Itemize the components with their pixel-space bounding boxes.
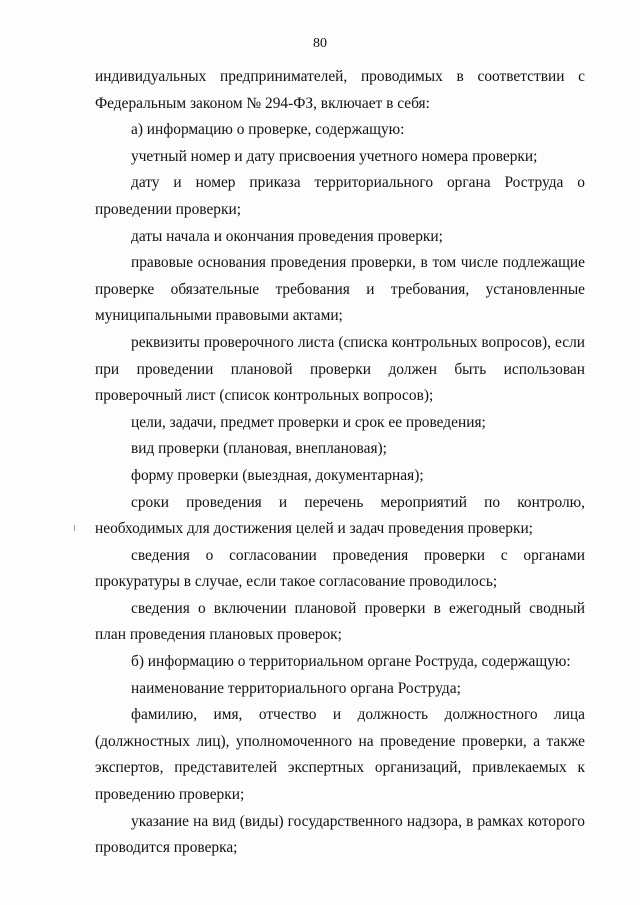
paragraph: индивидуальных предпринимателей, проводимых в соответствии с Федеральным законом № 294-ФЗ, включает в себя:: [95, 68, 585, 112]
paragraph: наименование территориального органа Роструда;: [131, 679, 461, 697]
paragraph: цели, задачи, предмет проверки и срок ее проведения;: [131, 413, 486, 431]
margin-mark: [74, 525, 75, 531]
paragraph: даты начала и окончания проведения проверки;: [131, 227, 443, 245]
paragraph: форму проверки (выездная, документарная);: [131, 466, 424, 484]
paragraph: а) информацию о проверке, содержащую:: [131, 121, 405, 139]
paragraph: учетный номер и дату присвоения учетного номера проверки;: [131, 147, 538, 165]
paragraph: сроки проведения и перечень мероприятий по контролю, необходимых для достижения целей и задач проведения проверки;: [95, 493, 585, 538]
paragraph: дату и номер приказа территориального органа Роструда о проведении проверки;: [95, 174, 585, 218]
paragraph: сведения о согласовании проведения проверки с органами прокуратуры в случае, если такое согласование проводилось;: [95, 546, 585, 591]
page-number: 80: [313, 36, 327, 51]
paragraph: реквизиты проверочного листа (списка контрольных вопросов), если при проведении плановой проверки должен быть использован проверочный лист (список контрольных вопросов);: [95, 333, 585, 405]
paragraph: указание на вид (виды) государственного надзора, в рамках которого проводится проверка;: [95, 812, 585, 857]
paragraph: сведения о включении плановой проверки в ежегодный сводный план проведения плановых проверок;: [95, 599, 585, 644]
paragraph: вид проверки (плановая, внеплановая);: [131, 440, 387, 458]
paragraph: правовые основания проведения проверки, в том числе подлежащие проверке обязательные требования и требования, установленные муниципальными правовыми актами;: [95, 254, 585, 325]
paragraph: б) информацию о территориальном органе Роструда, содержащую:: [131, 653, 571, 671]
paragraph: фамилию, имя, отчество и должность должностного лица (должностных лиц), уполномоченного на проведение проверки, а также экспертов, представителей экспертных организаций, привлекаемых к проведению проверки;: [95, 706, 585, 804]
document-body: [95, 64, 585, 862]
